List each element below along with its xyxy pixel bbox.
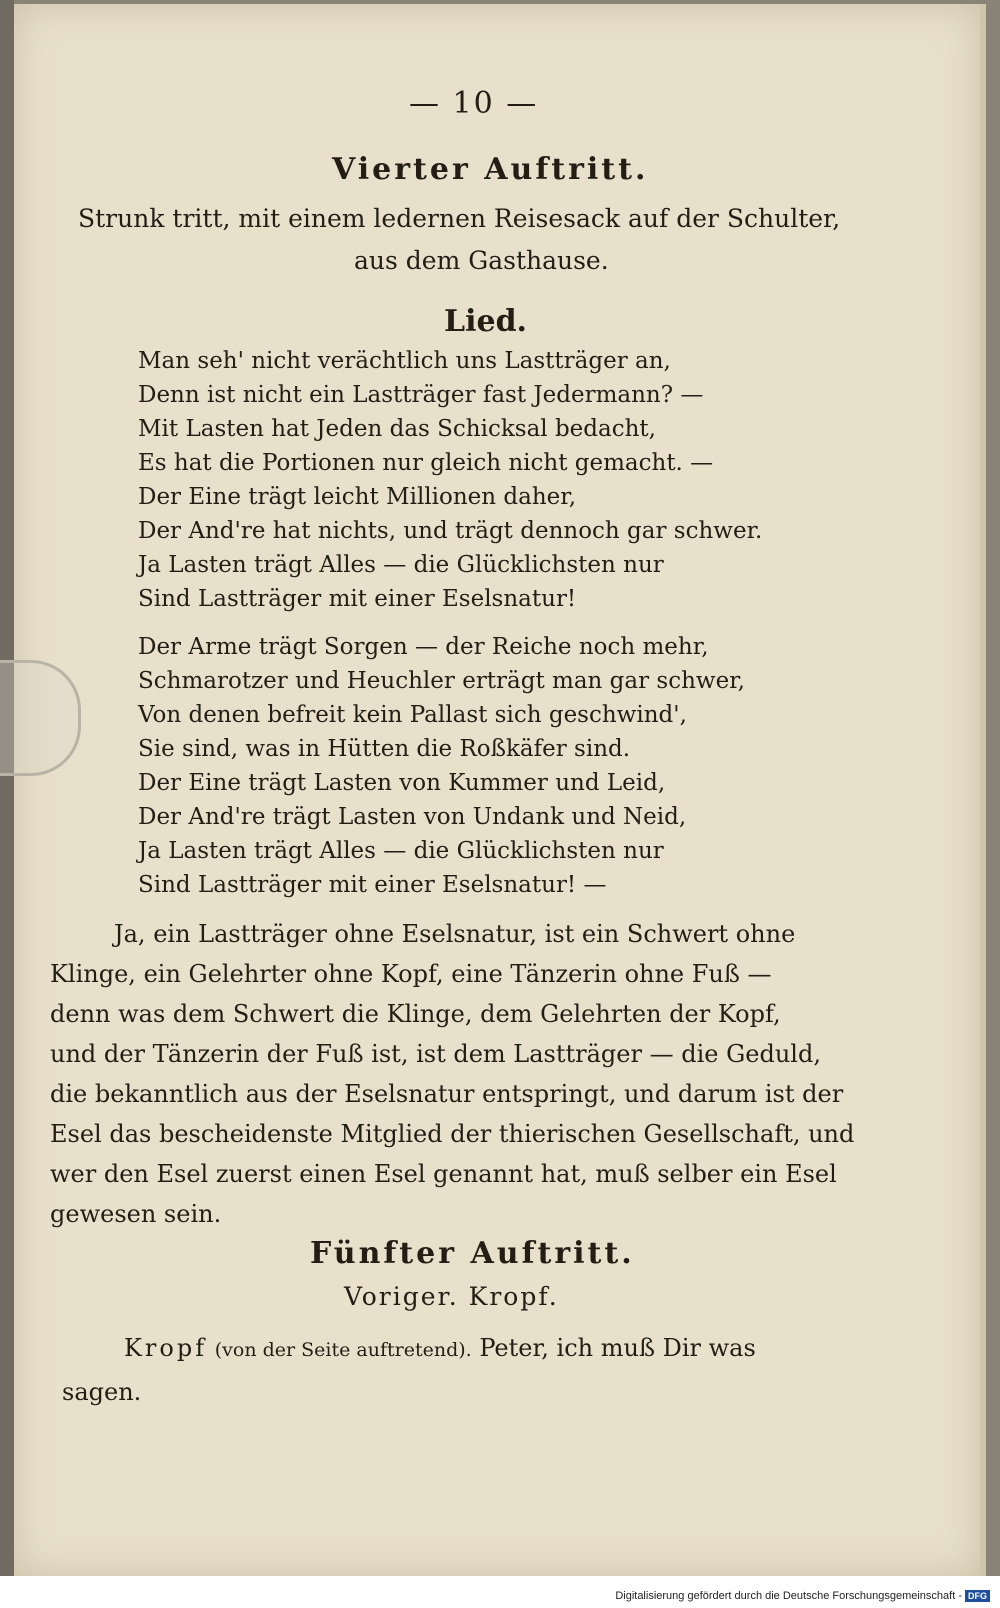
prose-line: Ja, ein Lastträger ohne Eselsnatur, ist ein Schwert ohne [114, 920, 796, 948]
prose-line: denn was dem Schwert die Klinge, dem Gelehrten der Kopf, [50, 1000, 781, 1028]
verse-line: Der And're trägt Lasten von Undank und Neid, [138, 804, 687, 830]
verse-line: Der Eine trägt Lasten von Kummer und Leid, [138, 770, 666, 796]
verse-line: Ja Lasten trägt Alles — die Glücklichsten nur [138, 838, 664, 864]
verse-line: Denn ist nicht ein Lastträger fast Jedermann? — [138, 382, 704, 408]
prose-line: gewesen sein. [50, 1200, 222, 1228]
speech-text: Peter, ich muß Dir was [479, 1334, 756, 1362]
verse-line: Der Eine trägt leicht Millionen daher, [138, 484, 577, 510]
speaker-name: Kropf [124, 1334, 208, 1362]
verse-line: Ja Lasten trägt Alles — die Glücklichsten nur [138, 552, 664, 578]
stage-direction-line: aus dem Gasthause. [354, 246, 609, 275]
verse-line: Von denen befreit kein Pallast sich geschwind', [138, 702, 687, 728]
credit-text: Digitalisierung gefördert durch die Deutsche Forschungsgemeinschaft - [615, 1590, 962, 1602]
scene-heading-4: Vierter Auftritt. [332, 152, 649, 187]
prose-line: die bekanntlich aus der Eselsnatur entspringt, und darum ist der [50, 1080, 844, 1108]
verse-line: Es hat die Portionen nur gleich nicht gemacht. — [138, 450, 714, 476]
verse-line: Sind Lastträger mit einer Eselsnatur! [138, 586, 577, 612]
prose-line: wer den Esel zuerst einen Esel genannt hat, muß selber ein Esel [50, 1160, 837, 1188]
speech-line [124, 1334, 756, 1362]
prose-line: und der Tänzerin der Fuß ist, ist dem Lastträger — die Geduld, [50, 1040, 821, 1068]
verse-line: Mit Lasten hat Jeden das Schicksal bedacht, [138, 416, 656, 442]
verse-line: Sind Lastträger mit einer Eselsnatur! — [138, 872, 607, 898]
verse-line: Der Arme trägt Sorgen — der Reiche noch mehr, [138, 634, 709, 660]
paper-clip [0, 660, 81, 776]
dfg-logo: DFG [965, 1590, 990, 1602]
stage-direction-line: Strunk tritt, mit einem ledernen Reisesack auf der Schulter, [78, 204, 841, 233]
stage-direction-inline: (von der Seite auftretend). [214, 1339, 472, 1361]
scene-heading-5: Fünfter Auftritt. [310, 1236, 635, 1271]
speech-line: sagen. [62, 1378, 142, 1406]
prose-line: Klinge, ein Gelehrter ohne Kopf, eine Tänzerin ohne Fuß — [50, 960, 772, 988]
binding-gutter [0, 0, 14, 1608]
song-title: Lied. [444, 304, 527, 339]
cast-list: Voriger. Kropf. [344, 1282, 559, 1311]
verse-line: Man seh' nicht verächtlich uns Lastträger an, [138, 348, 671, 374]
verse-line: Schmarotzer und Heuchler erträgt man gar schwer, [138, 668, 745, 694]
prose-line: Esel das bescheidenste Mitglied der thierischen Gesellschaft, und [50, 1120, 855, 1148]
book-page [14, 4, 986, 1576]
verse-line: Der And're hat nichts, und trägt dennoch gar schwer. [138, 518, 763, 544]
page-number: — 10 — [409, 86, 539, 121]
footer-credit [615, 1590, 990, 1602]
verse-line: Sie sind, was in Hütten die Roßkäfer sind. [138, 736, 631, 762]
